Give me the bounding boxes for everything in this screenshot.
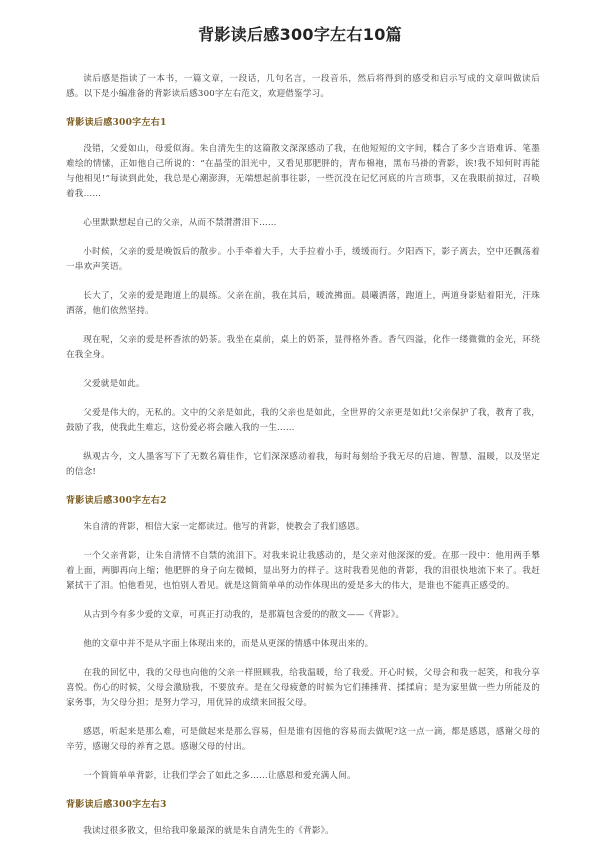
section-heading-3: 背影读后感300字左右3 — [66, 800, 167, 810]
paragraph: 长大了，父亲的爱是跑道上的晨练。父亲在前，我在其后，暖流拂面。晨曦洒落，跑道上，两道身影贴着阳光，汗珠洒落，他们依然坚持。 — [66, 291, 540, 316]
article-body — [66, 72, 540, 839]
paragraph: 心里默默想起自己的父亲，从而不禁潸潸泪下…… — [83, 218, 277, 228]
paragraph: 没错，父爱如山，母爱似海。朱自清先生的这篇散文深深感动了我，在他短短的文字间，糅合了多少言语难诉、笔墨难绘的情愫，正如他自己所说的：“在晶莹的泪光中，又看见那肥胖的，青布棉袍，黑布马褂的背影，诶!我不知何时再能与他相见!”每读到此处，我总是心潮澎湃，无端想起前事往影，一些沉没在记忆河底的片言琐事，又在我眼前掠过，召唤着我…… — [66, 144, 540, 199]
paragraph: 朱自清的背影，相信大家一定都读过。他写的背影，使教会了我们感恩。 — [83, 522, 365, 532]
paragraph: 纵观古今，文人墨客写下了无数名篇佳作，它们深深感动着我，每时每刻给予我无尽的启迪、智慧、温暖，以及坚定的信念! — [66, 452, 540, 477]
paragraph: 我读过很多散文，但给我印象最深的就是朱自清先生的《背影》。 — [83, 826, 334, 836]
paragraph: 现在呢，父亲的爱是杯香浓的奶茶。我坐在桌前，桌上的奶茶，显得格外香。香气四溢，化作一缕微微的金光，环绕在我全身。 — [66, 335, 540, 360]
section-heading-1: 背影读后感300字左右1 — [66, 118, 167, 128]
paragraph: 一个简简单单背影，让我们学会了如此之多……让感恩和爱充满人间。 — [83, 771, 356, 781]
paragraph: 感恩，听起来是那么难，可是做起来是那么容易，但是谁有因他的容易而去做呢?这一点一滴，都是感恩，感谢父母的辛劳，感谢父母的养育之恩。感谢父母的付出。 — [66, 727, 540, 752]
paragraph: 父爱是伟大的，无私的。文中的父亲是如此，我的父亲也是如此，全世界的父亲更是如此!父亲保护了我，教育了我，鼓励了我，使我此生难忘，这份爱必将会融入我的一生…… — [66, 408, 540, 433]
paragraph: 他的文章中并不是从字面上体现出来的，而是从更深的情感中体现出来的。 — [83, 639, 374, 649]
paragraph: 父爱就是如此。 — [83, 379, 145, 389]
paragraph: 一个父亲背影，让朱自清情不自禁的流泪下。对我来说让我感动的，是父亲对他深深的爱。在那一段中：他用两手攀着上面，两脚再向上缩；他肥胖的身子向左微倾，显出努力的样子。这时我看见他的背影，我的泪很快地流下来了。我赶紧拭干了泪。怕他看见，也怕别人看见。就是这简简单单的动作体现出的爱是多大的伟大，是谁也不能真正感受的。 — [66, 551, 540, 591]
paragraph: 在我的回忆中，我的父母也向他的父亲一样照顾我，给我温暖，给了我爱。开心时候，父母会和我一起笑，和我分享喜悦。伤心的时候，父母会激励我，不要放弃。是在父母疲惫的时候为它们捶捶背、揉揉肩；是为家里做一些力所能及的家务事，为父母分担；是努力学习，用优异的成绩来回报父母。 — [66, 668, 540, 708]
paragraph: 小时候，父亲的爱是晚饭后的散步。小手牵着大手，大手拉着小手，缓缓而行。夕阳西下，影子离去，空中还飘荡着一串欢声笑语。 — [66, 247, 540, 272]
intro-paragraph: 读后感是指读了一本书，一篇文章，一段话，几句名言，一段音乐，然后将得到的感受和启示写成的文章叫做读后感。以下是小编准备的背影读后感300字左右范文，欢迎借鉴学习。 — [66, 74, 540, 99]
paragraph: 从古到今有多少爱的文章，可真正打动我的，是那篇包含爱的的散文——《背影》。 — [83, 610, 405, 620]
section-heading-2: 背影读后感300字左右2 — [66, 496, 167, 506]
page-title: 背影读后感300字左右10篇 — [198, 25, 402, 44]
